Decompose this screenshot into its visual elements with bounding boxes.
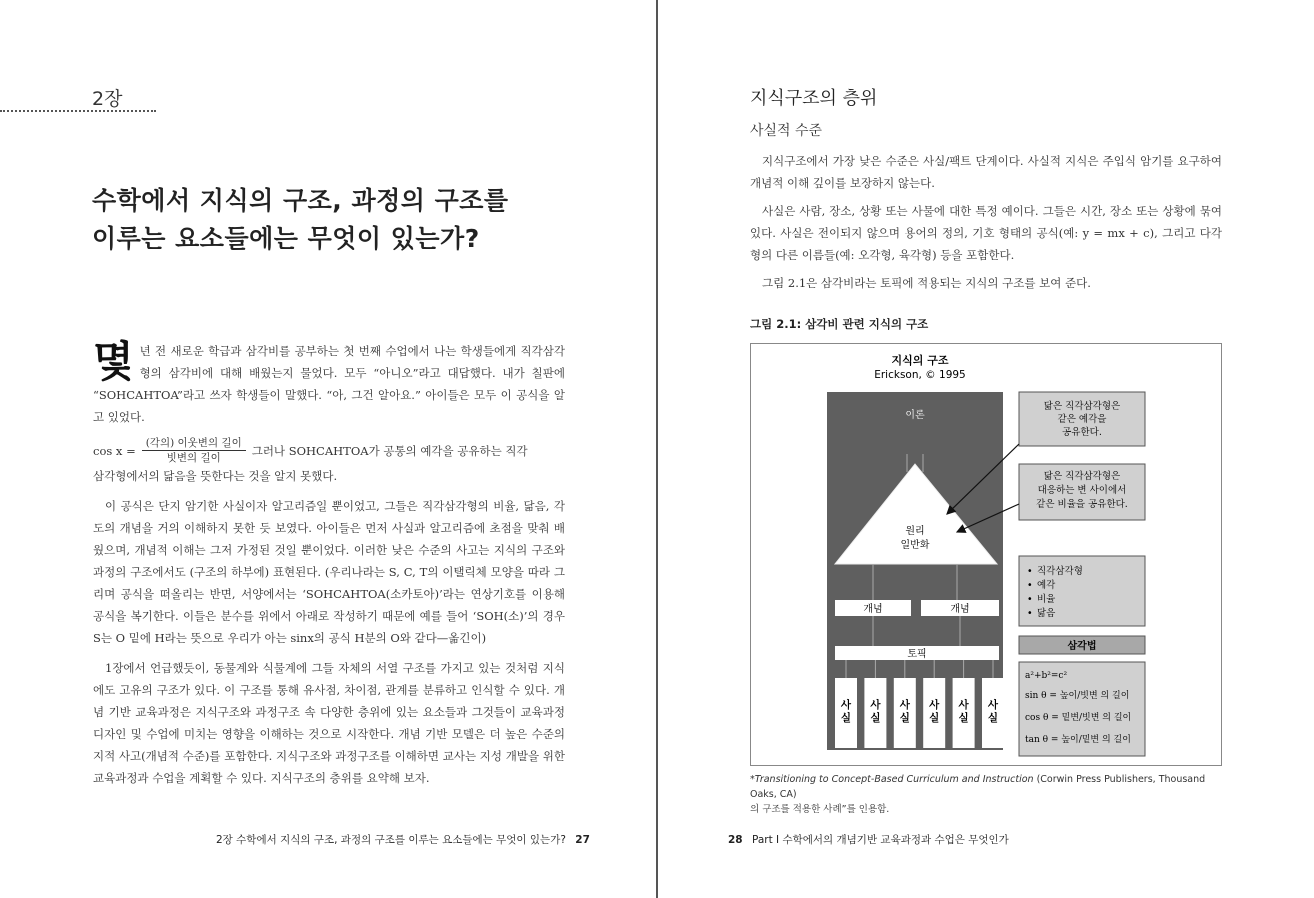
generalization-label: 일반화 bbox=[900, 540, 930, 551]
concept-bullet-4: • bbox=[1027, 608, 1033, 619]
formula-lhs: cos x = bbox=[93, 443, 136, 458]
left-footer-text: 2장 수학에서 지식의 구조, 과정의 구조를 이루는 요소들에는 무엇이 있는가? bbox=[216, 834, 566, 846]
fact-label: 실 bbox=[929, 712, 940, 724]
topic-label-text: 삼각법 bbox=[1067, 641, 1097, 652]
box2-line-1: 닮은 직각삼각형은 bbox=[1043, 471, 1121, 482]
formula-after-text: 그러나 SOHCAHTOA가 공통의 예각을 공유하는 직각 bbox=[251, 443, 528, 458]
box1-line-2: 같은 예각을 bbox=[1057, 414, 1107, 425]
knowledge-structure-figure bbox=[750, 343, 1222, 766]
fact-label: 사 bbox=[987, 699, 999, 711]
title-line-2: 이루는 요소들에는 무엇이 있는가? bbox=[92, 224, 480, 253]
drop-cap: 몇 bbox=[93, 337, 134, 386]
paragraph-1 bbox=[93, 337, 565, 428]
fig-note-publisher: (Corwin Press Publishers, Thousand Oaks, CA) bbox=[750, 774, 1206, 800]
fig-note-book-title: Transitioning to Concept-Based Curriculum and Instruction bbox=[754, 774, 1034, 785]
fact-label: 실 bbox=[870, 712, 881, 724]
right-page bbox=[658, 0, 1314, 898]
figure-diagram bbox=[751, 344, 1223, 767]
fig-note-line-1 bbox=[750, 772, 1222, 802]
figure-credit: Erickson, © 1995 bbox=[874, 369, 966, 381]
concept-item-4: 닮음 bbox=[1037, 608, 1056, 619]
concept-bullet-3: • bbox=[1027, 594, 1033, 605]
formula-denominator: 빗변의 길이 bbox=[166, 452, 221, 464]
left-page-number: 27 bbox=[575, 834, 590, 846]
formula-fraction bbox=[142, 436, 246, 465]
left-body-text bbox=[93, 337, 566, 797]
right-footer bbox=[728, 832, 1009, 847]
box2-line-2: 대응하는 변 사이에서 bbox=[1037, 485, 1127, 496]
fact-label: 사 bbox=[958, 699, 969, 711]
paragraph-1-text: 년 전 새로운 학급과 삼각비를 공부하는 첫 번째 수업에서 나는 학생들에게 직각삼각형의 삼각비에 대해 배웠는지 물었다. 모두 “아니오”라고 대답했다. 내가 칠판에 “SOHCAHTOA”라고 쓰자 학생들이 말했다. “아, 그건 알아요.” 아이들은 모두 이 공식을 알고 있었다. bbox=[93, 344, 565, 424]
chapter-divider bbox=[0, 110, 156, 112]
right-page-number: 28 bbox=[728, 834, 743, 846]
right-paragraph-3: 그림 2.1은 삼각비라는 토픽에 적용되는 지식의 구조를 보여 준다. bbox=[762, 276, 1091, 290]
formula-2: sin θ = 높이/빗변 의 길이 bbox=[1025, 691, 1130, 701]
fact-label: 실 bbox=[958, 712, 969, 724]
formula-4: tan θ = 높이/밑변 의 길이 bbox=[1025, 735, 1131, 745]
concept-label-2: 개념 bbox=[950, 604, 970, 615]
fact-label: 사 bbox=[870, 699, 881, 711]
paragraph-1b: 삼각형에서의 닮음을 뜻한다는 것을 알지 못했다. bbox=[93, 469, 338, 483]
formula-numerator: (각의) 이웃변의 길이 bbox=[142, 436, 246, 451]
left-footer bbox=[216, 832, 590, 847]
principle-label: 원리 bbox=[905, 526, 925, 537]
cos-formula-line bbox=[93, 436, 565, 465]
chapter-title bbox=[92, 182, 572, 258]
concept-item-1: 직각삼각형 bbox=[1037, 566, 1083, 577]
figure-caption: 그림 2.1: 삼각비 관련 지식의 구조 bbox=[750, 317, 929, 331]
right-paragraph-1: 지식구조에서 가장 낮은 수준은 사실/팩트 단계이다. 사실적 지식은 주입식 암기를 요구하여 개념적 이해 깊이를 보장하지 않는다. bbox=[750, 154, 1222, 190]
concept-bullet-1: • bbox=[1027, 566, 1033, 577]
figure-title: 지식의 구조 bbox=[891, 354, 949, 367]
figure-source-note bbox=[750, 772, 1222, 817]
concept-item-2: 예각 bbox=[1037, 580, 1056, 591]
fact-label: 사 bbox=[899, 699, 910, 711]
fact-label: 사 bbox=[840, 699, 852, 711]
fig-note-mark: * bbox=[750, 774, 755, 785]
right-body-text bbox=[750, 150, 1222, 300]
formula-3: cos θ = 밑변/빗변 의 길이 bbox=[1025, 713, 1132, 723]
title-line-1: 수학에서 지식의 구조, 과정의 구조를 bbox=[92, 186, 509, 215]
theory-label: 이론 bbox=[905, 410, 925, 421]
fact-label: 실 bbox=[987, 712, 999, 724]
concept-bullet-2: • bbox=[1027, 580, 1033, 591]
left-page bbox=[0, 0, 656, 898]
sub-heading: 사실적 수준 bbox=[750, 123, 823, 139]
right-footer-text: Part Ⅰ 수학에서의 개념기반 교육과정과 수업은 무엇인가 bbox=[751, 834, 1009, 846]
paragraph-3: 1장에서 언급했듯이, 동물계와 식물계에 그들 자체의 서열 구조를 가지고 있는 것처럼 지식에도 고유의 구조가 있다. 이 구조를 통해 유사점, 차이점, 관계를 분류하고 인식할 수 있다. 개념 기반 교육과정은 지식구조와 과정구조 속 다양한 층위에 있는 요소들과 그것들이 교육과정 디자인 및 수업에 미치는 영향을 이해하는 것으로 시작한다. 개념 기반 모델은 더 높은 수준의 지적 사고(개념적 수준)를 포함한다. 지식구조와 과정구조를 이해하면 교사는 지성 개발을 위한 교육과정과 수업을 계획할 수 있다. 지식구조의 층위를 요약해 보자. bbox=[93, 661, 565, 785]
box1-line-1: 닮은 직각삼각형은 bbox=[1043, 401, 1121, 412]
right-paragraph-2: 사실은 사람, 장소, 상황 또는 사물에 대한 특정 예이다. 그들은 시간, 장소 또는 상황에 묶여 있다. 사실은 전이되지 않으며 용어의 정의, 기호 형태의 공식(예: y = mx + c), 그리고 다각형의 다른 이름들(예: 오각형, 육각형) 등을 포함한다. bbox=[750, 204, 1222, 262]
formula-1: a²+b²=c² bbox=[1025, 671, 1068, 681]
topic-label: 토픽 bbox=[907, 649, 927, 660]
concept-item-3: 비율 bbox=[1037, 594, 1056, 605]
fig-note-line-2: 의 구조를 적용한 사례”를 인용함. bbox=[750, 804, 890, 815]
fact-label: 실 bbox=[899, 712, 910, 724]
paragraph-2: 이 공식은 단지 암기한 사실이자 알고리즘일 뿐이었고, 그들은 직각삼각형의 비율, 닮음, 각도의 개념을 거의 이해하지 못한 듯 보였다. 아이들은 먼저 사실과 알고리즘에 초점을 맞춰 배웠으며, 개념적 이해는 그저 가정된 것일 뿐이었다. 이러한 낮은 수준의 사고는 지식의 구조와 과정의 구조에서도 (구조의 하부에) 표현된다. (우리나라는 S, C, T의 이탤릭체 모양을 따라 그리며 공식을 떠올리는 반면, 서양에서는 ‘SOHCAHTOA(소카토아)’라는 연상기호를 이용해 공식을 복기한다. 이들은 분수를 위에서 아래로 작성하기 때문에 예를 들어 ‘SOH(소)’의 경우 S는 O 밑에 H라는 뜻으로 우리가 아는 sinx의 공식 H분의 O와 같다—옮긴이) bbox=[93, 499, 566, 645]
chapter-label: 2장 bbox=[92, 88, 123, 110]
fact-label: 실 bbox=[840, 712, 852, 724]
box1-line-3: 공유한다. bbox=[1062, 427, 1102, 438]
box2-line-3: 같은 비율을 공유한다. bbox=[1036, 499, 1128, 510]
concept-label-1: 개념 bbox=[863, 604, 883, 615]
fact-label: 사 bbox=[929, 699, 940, 711]
section-heading: 지식구조의 층위 bbox=[750, 88, 878, 109]
